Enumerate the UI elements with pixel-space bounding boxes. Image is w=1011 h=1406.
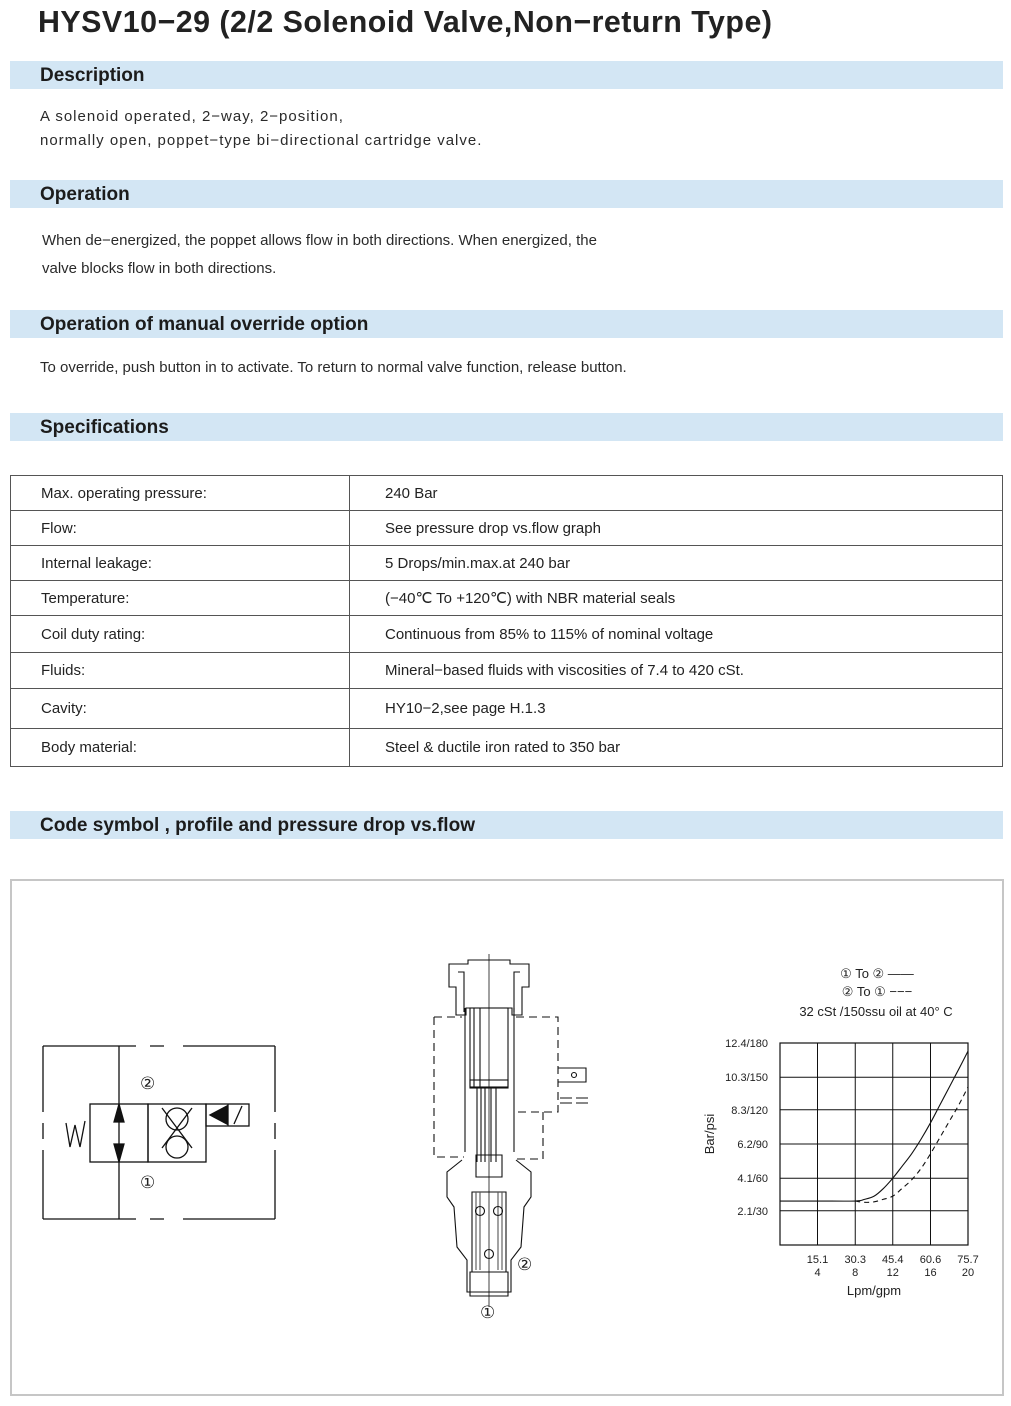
spec-value: (−40℃ To +120℃) with NBR material seals bbox=[350, 581, 1003, 616]
spec-row bbox=[11, 476, 1003, 511]
spec-label: Temperature: bbox=[11, 581, 350, 616]
spec-row bbox=[11, 616, 1003, 653]
section-header-description bbox=[10, 61, 1003, 89]
x-tick-label-gpm: 20 bbox=[961, 1267, 975, 1279]
operation-line: When de−energized, the poppet allows flow in both directions. When energized, the bbox=[42, 232, 597, 249]
hydraulic-symbol bbox=[43, 1046, 275, 1219]
series-line-2-to-1 bbox=[855, 1087, 968, 1202]
section-heading: Operation of manual override option bbox=[40, 314, 369, 335]
section-heading: Description bbox=[40, 65, 145, 86]
valve-profile-drawing bbox=[434, 954, 592, 1307]
spec-value: Continuous from 85% to 115% of nominal voltage bbox=[350, 616, 1003, 653]
spec-row bbox=[11, 581, 1003, 616]
symbol-port-2-label: ② bbox=[140, 1074, 156, 1093]
spec-row bbox=[11, 729, 1003, 767]
x-tick-label-gpm: 12 bbox=[886, 1267, 899, 1279]
spec-label: Coil duty rating: bbox=[11, 616, 350, 653]
x-tick-label-gpm: 8 bbox=[852, 1267, 859, 1279]
section-header-manual-override bbox=[10, 310, 1003, 338]
y-tick-label: 2.1/30 bbox=[737, 1205, 768, 1218]
spec-row bbox=[11, 546, 1003, 581]
operation-line: valve blocks flow in both directions. bbox=[42, 260, 277, 277]
x-tick-label: 60.6 bbox=[919, 1254, 942, 1266]
spec-label: Flow: bbox=[11, 511, 350, 546]
x-tick-label: 30.3 bbox=[844, 1254, 866, 1266]
spec-row bbox=[11, 511, 1003, 546]
profile-port-2-label: ② bbox=[517, 1255, 533, 1274]
x-axis-label: Lpm/gpm bbox=[846, 1283, 902, 1298]
spec-row bbox=[11, 653, 1003, 689]
spec-value: Steel & ductile iron rated to 350 bar bbox=[350, 729, 1003, 767]
description-line: normally open, poppet−type bi−directional cartridge valve. bbox=[40, 132, 483, 149]
spec-label: Internal leakage: bbox=[11, 546, 350, 581]
section-heading: Code symbol , profile and pressure drop vs.flow bbox=[40, 815, 475, 836]
symbol-port-1-label: ① bbox=[140, 1173, 156, 1192]
section-heading: Specifications bbox=[40, 417, 169, 438]
pressure-drop-chart bbox=[702, 966, 979, 1298]
x-tick-label: 15.1 bbox=[806, 1254, 829, 1266]
x-tick-label: 75.7 bbox=[957, 1254, 979, 1266]
spec-label: Max. operating pressure: bbox=[11, 476, 350, 511]
x-tick-label-gpm: 16 bbox=[924, 1267, 937, 1279]
diagram-canvas bbox=[12, 881, 1002, 1394]
legend-entry-solid: ① To ② —— bbox=[840, 966, 914, 981]
spec-value: Mineral−based fluids with viscosities of 7.4 to 420 cSt. bbox=[350, 653, 1003, 689]
y-tick-label: 12.4/180 bbox=[725, 1038, 768, 1050]
y-tick-label: 4.1/60 bbox=[737, 1173, 768, 1186]
section-header-operation bbox=[10, 180, 1003, 208]
diagram-panel bbox=[10, 879, 1004, 1396]
y-tick-label: 10.3/150 bbox=[725, 1072, 768, 1085]
spec-label: Body material: bbox=[11, 729, 350, 767]
y-tick-label: 6.2/90 bbox=[737, 1139, 768, 1151]
y-tick-label: 8.3/120 bbox=[731, 1104, 768, 1117]
section-heading: Operation bbox=[40, 184, 130, 205]
spec-label: Cavity: bbox=[11, 689, 350, 729]
description-line: A solenoid operated, 2−way, 2−position, bbox=[40, 108, 344, 125]
x-tick-label: 45.4 bbox=[882, 1254, 904, 1266]
manual-override-text: To override, push button in to activate. To return to normal valve function, release button. bbox=[40, 359, 627, 376]
legend-entry-dashed: ② To ① −−− bbox=[841, 984, 913, 999]
section-header-specifications bbox=[10, 413, 1003, 441]
specifications-table bbox=[10, 475, 1003, 767]
x-tick-label-gpm: 4 bbox=[814, 1267, 821, 1279]
spec-row bbox=[11, 689, 1003, 729]
chart-subtitle: 32 cSt /150ssu oil at 40° C bbox=[799, 1004, 953, 1019]
spec-value: HY10−2,see page H.1.3 bbox=[350, 689, 1003, 729]
spec-value: 240 Bar bbox=[350, 476, 1003, 511]
profile-port-1-label: ① bbox=[480, 1303, 496, 1322]
operation-text bbox=[42, 227, 597, 283]
spec-value: 5 Drops/min.max.at 240 bar bbox=[350, 546, 1003, 581]
page-title: HYSV10−29 (2/2 Solenoid Valve,Non−return Type) bbox=[38, 4, 773, 39]
y-axis-label: Bar/psi bbox=[702, 1113, 717, 1155]
description-text bbox=[40, 105, 482, 153]
spec-label: Fluids: bbox=[11, 653, 350, 689]
spec-value: See pressure drop vs.flow graph bbox=[350, 511, 1003, 546]
section-header-code-symbol bbox=[10, 811, 1003, 839]
